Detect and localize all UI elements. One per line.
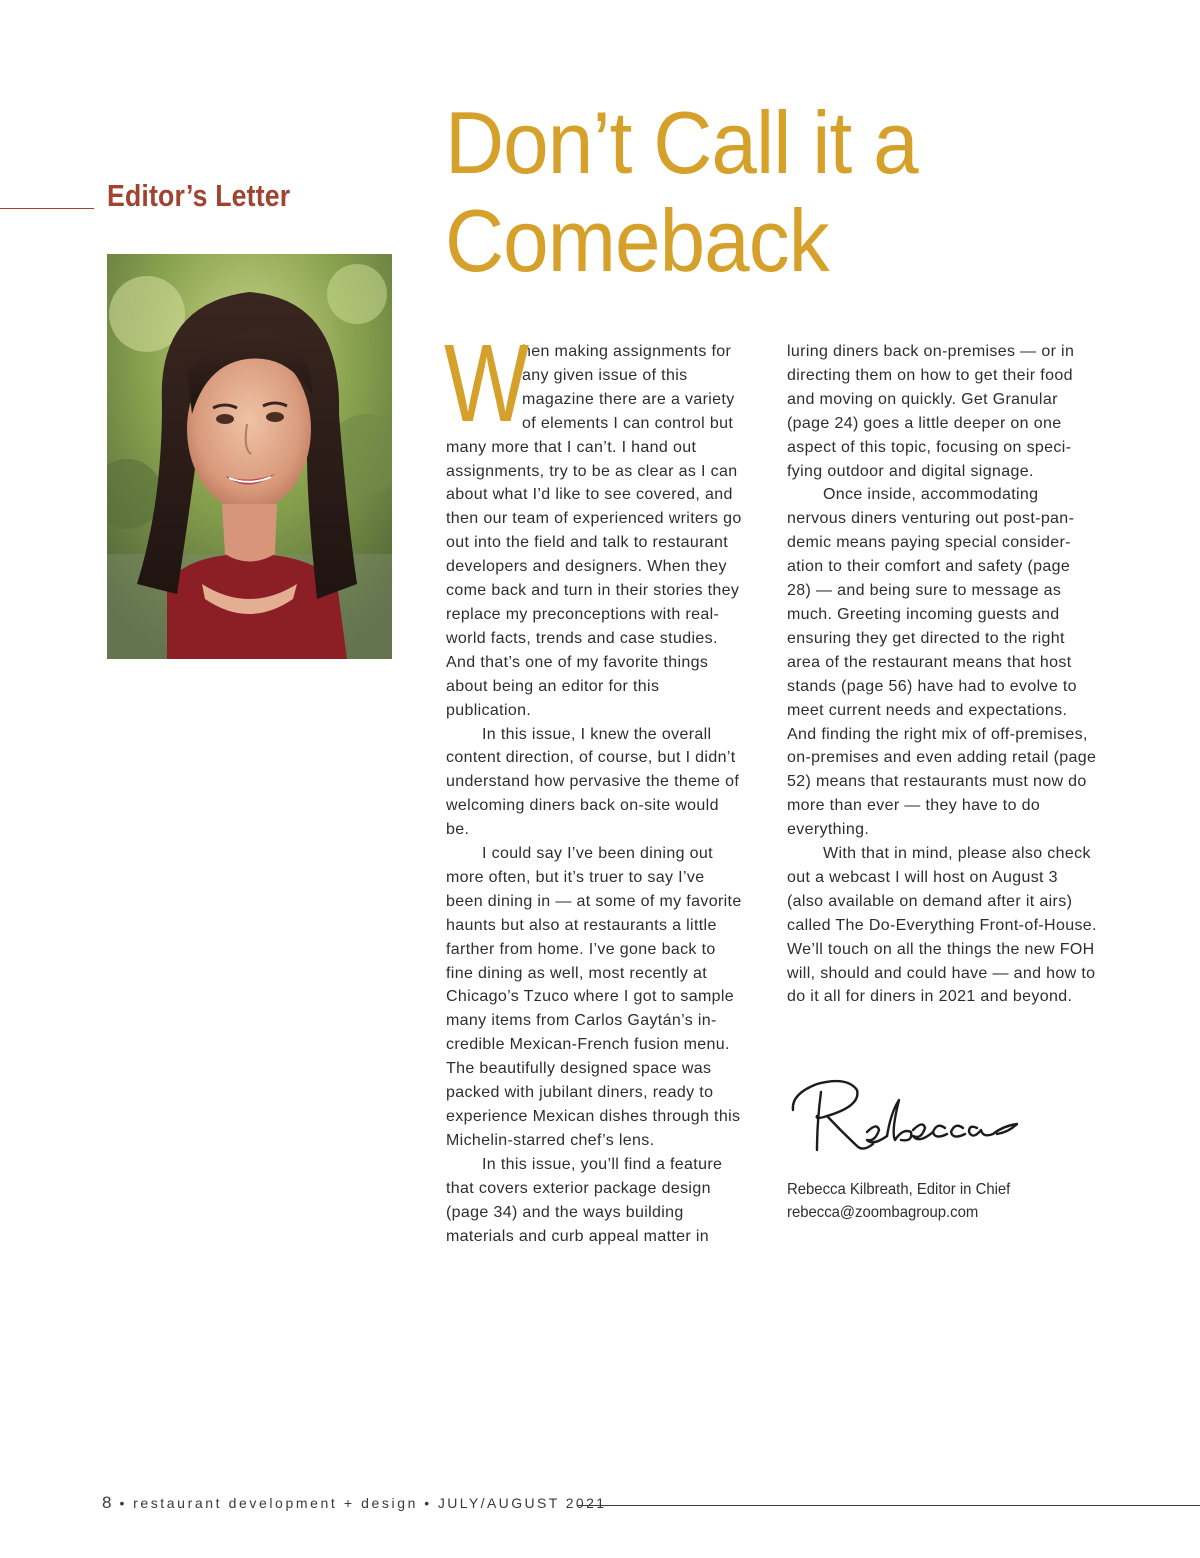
article-paragraph: Once inside, accommodating nervous diners venturing out post-pandemic means paying special consideration to their comfort and safety (page 28) — and being sure to message as much. Greeting incoming guests and ensuring they get directed to the right area of the restaurant means that host stands (page 56) have had to evolve to meet current needs and expectations. And finding the right mix of off-premises, on-premises and even adding retail (page 52) means that restaurants must now do more than ever — they have to do everything. — [787, 486, 1097, 839]
handwritten-signature — [787, 1072, 1027, 1162]
author-email: rebecca@zoombagroup.com — [787, 1204, 979, 1221]
page-footer — [102, 1493, 606, 1517]
footer-rule — [578, 1505, 1200, 1506]
author-name-title: Rebecca Kilbreath, Editor in Chief — [787, 1181, 1011, 1198]
article-paragraph: With that in mind, please also check out a webcast I will host on August 3 (also available on demand after it airs) called The Do-Everything Front-of-House. We’ll touch on all the things the new FOH will, should and could have — and how to do it all for diners in 2021 and beyond. — [787, 845, 1097, 1006]
section-rule — [0, 208, 94, 209]
signoff — [787, 1178, 1010, 1224]
page-number: 8 — [102, 1493, 112, 1512]
article-paragraph: I could say I’ve been dining out more often, but it’s truer to say I’ve been dining in — at some of my favorite haunts but also at restaurants a little farther from home. I’ve gone back to fine dining as well, most recently at Chicago’s Tzuco where I got to sample many items from Carlos Gaytán’s incredible Mexican-French fusion menu. The beautifully designed space was packed with jubilant diners, ready to experience Mexican dishes through this Michelin-starred chef’s lens. — [446, 845, 742, 1149]
footer-bullet: • — [119, 1495, 134, 1511]
publication-name: restaurant development + design — [133, 1495, 418, 1511]
headline-line-2: Comeback — [445, 191, 829, 290]
issue-date: JULY/AUGUST 2021 — [437, 1495, 607, 1511]
section-label: Editor’s Letter — [107, 178, 291, 213]
article-paragraph — [444, 322, 746, 723]
editor-portrait-photo — [107, 254, 392, 659]
article-column-1 — [444, 322, 746, 1248]
drop-cap: W — [444, 322, 530, 445]
headline — [445, 94, 918, 290]
footer-bullet: • — [417, 1495, 438, 1511]
article-paragraph-text: hen making assignments for any given issue of this magazine there are a variety of elements I can control but many more that I can’t. I hand out assignments, try to be as clear as I can about what I’d like to see covered, and then our team of experienced writers go out into the field and talk to restaurant developers and designers. When they come back and turn in their stories they replace my preconceptions with real-world facts, trends and case studies. And that’s one of my favorite things about being an editor for this publication. — [446, 343, 742, 719]
article-paragraph: In this issue, I knew the overall content direction, of course, but I didn’t understand how pervasive the theme of welcoming diners back on-site would be. — [446, 725, 740, 839]
article-paragraph: In this issue, you’ll find a feature that covers exterior package design (page 34) and the ways building materials and curb appeal matter in — [446, 1155, 723, 1245]
article-paragraph: luring diners back on-premises — or in directing them on how to get their food and moving on quickly. Get Granular (page 24) goes a little deeper on one aspect of this topic, focusing on specifying outdoor and digital signage. — [787, 343, 1075, 480]
headline-line-1: Don’t Call it a — [445, 93, 918, 192]
article-column-2 — [787, 340, 1097, 1009]
